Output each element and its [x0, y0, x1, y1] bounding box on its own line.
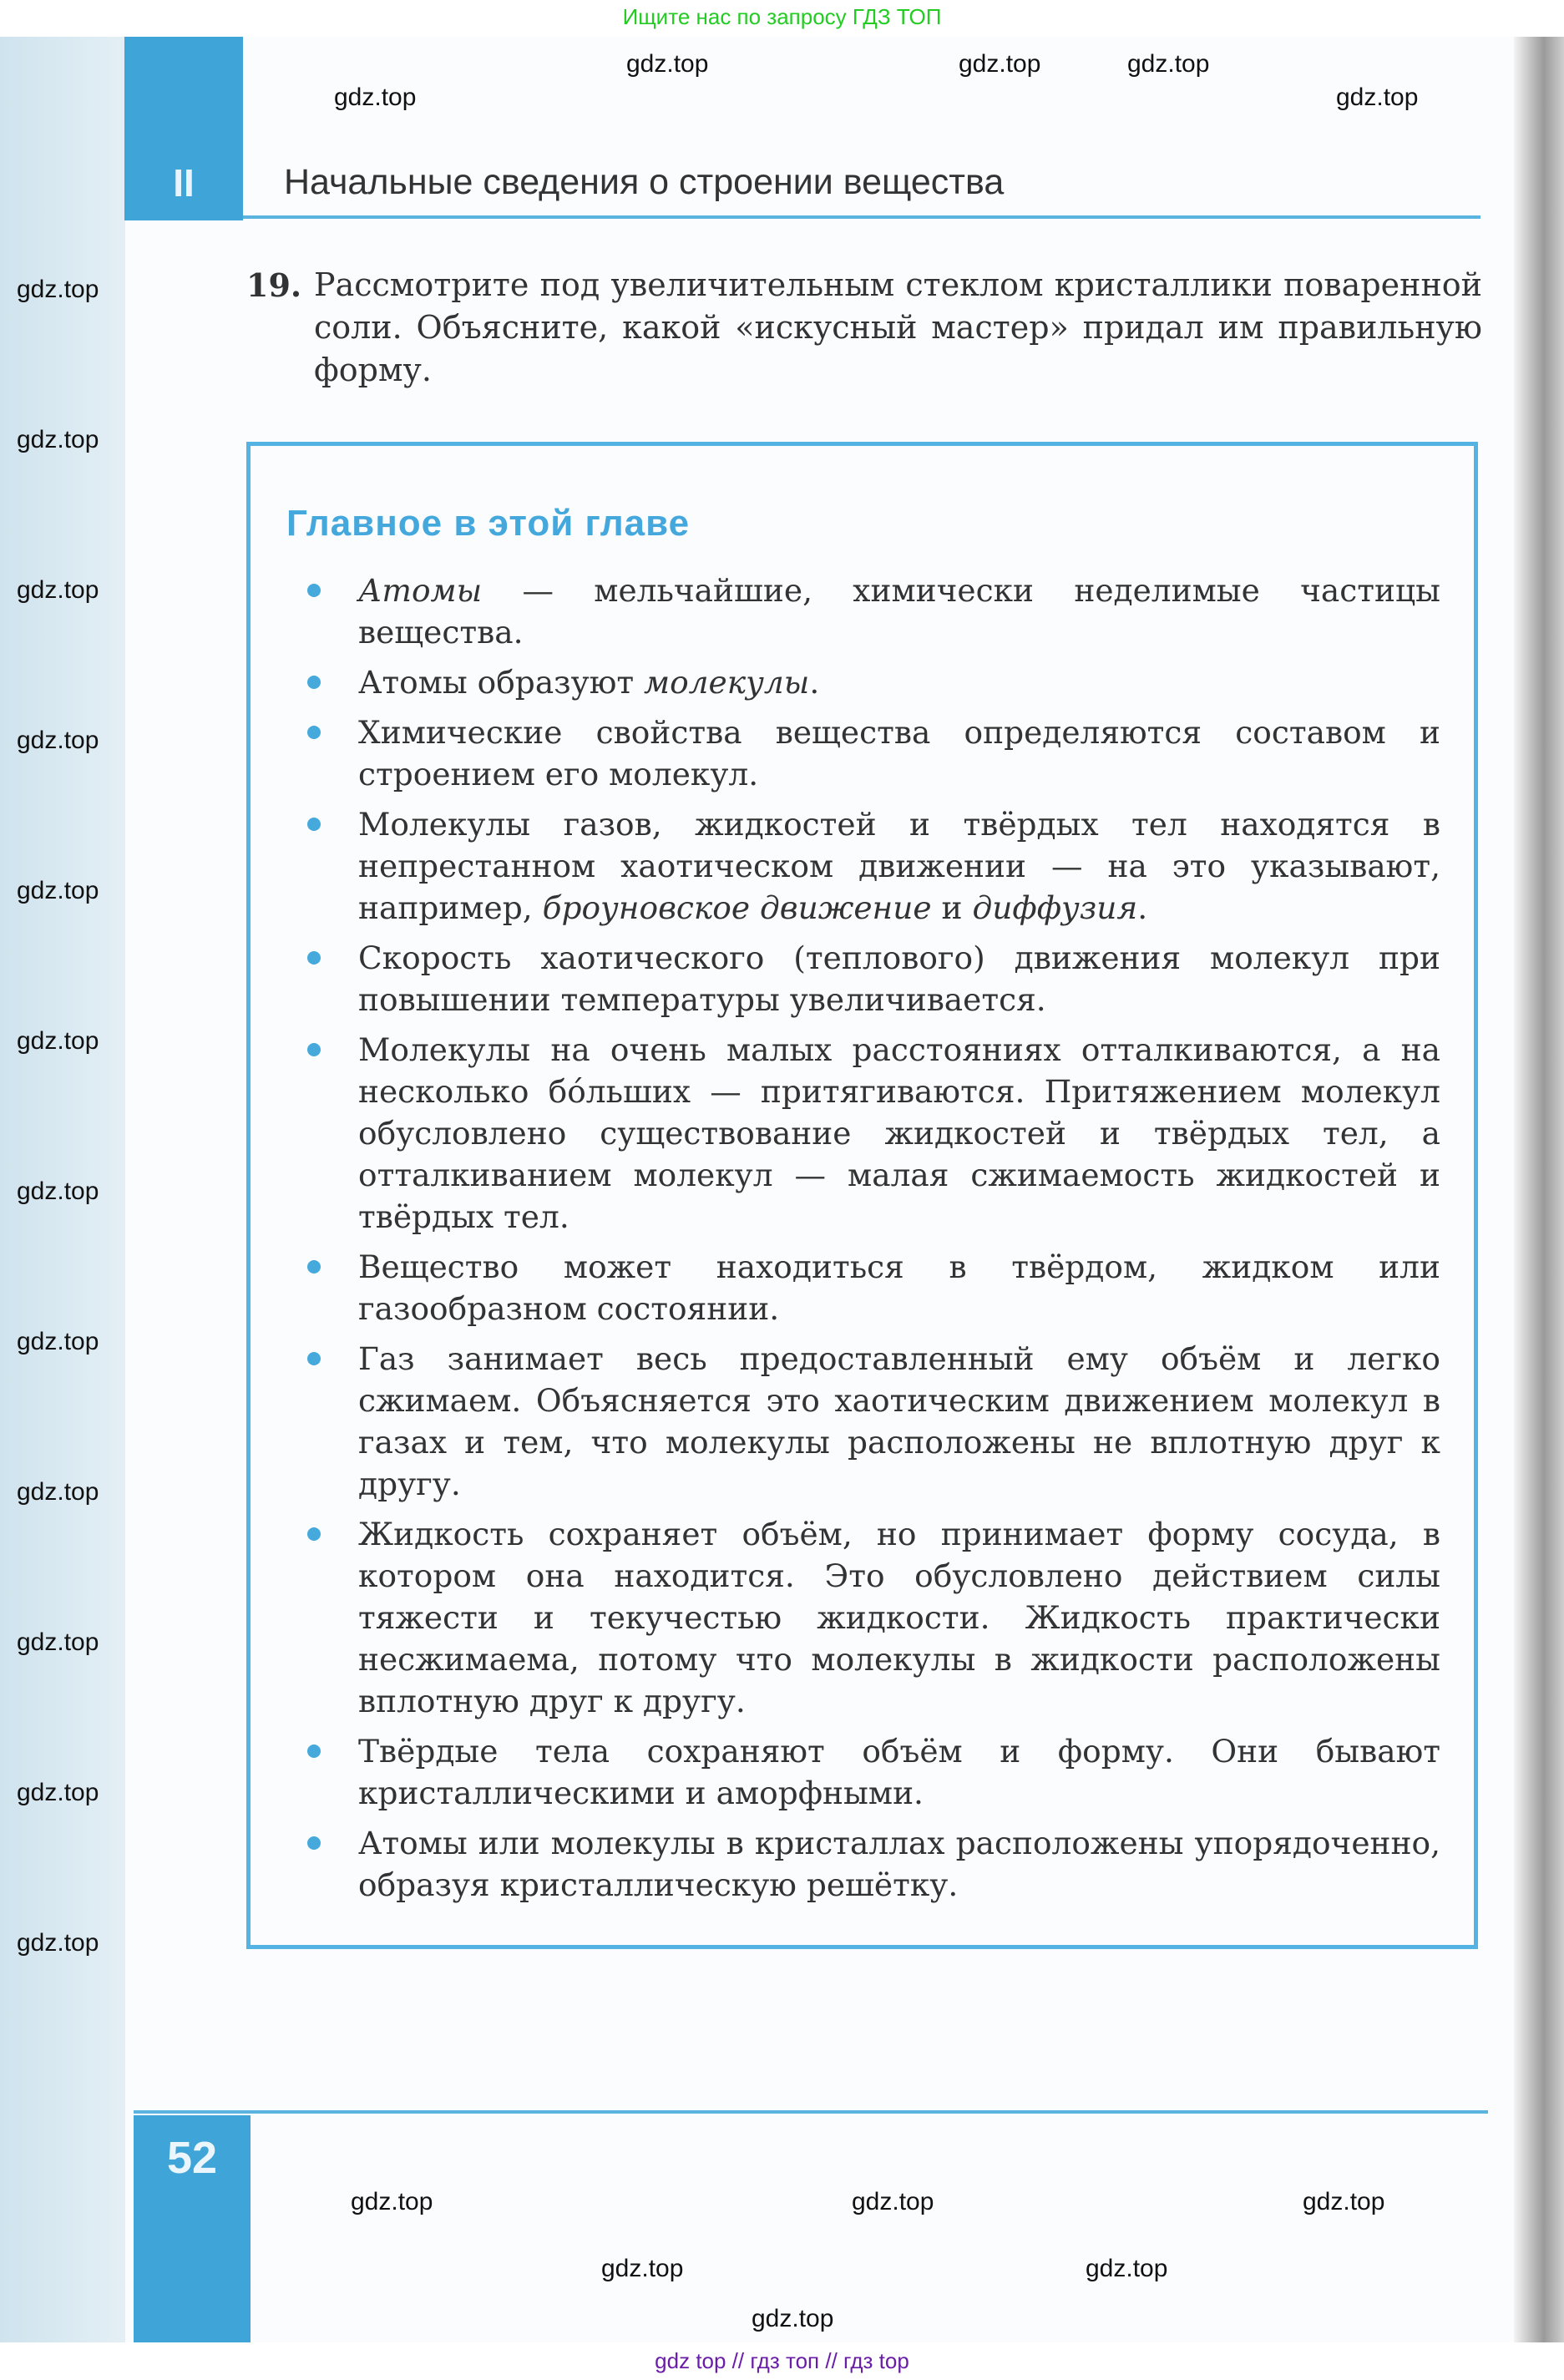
bullet-text: . — [809, 664, 820, 701]
summary-bullet — [251, 1029, 1474, 1238]
watermark-text: gdz.top — [17, 576, 99, 604]
summary-bullet — [251, 661, 1474, 703]
footer-divider — [134, 2110, 1488, 2114]
watermark-text: gdz.top — [17, 426, 99, 453]
bullet-dot-icon — [307, 1527, 321, 1541]
watermark-text: gdz.top — [852, 2188, 934, 2215]
bullet-text: — мельчайшие, химически неделимые частицы вещества. — [358, 572, 1440, 651]
watermark-text: gdz.top — [1127, 50, 1210, 78]
bullet-dot-icon — [307, 1836, 321, 1850]
summary-bullet — [251, 937, 1474, 1020]
bullet-text: и — [931, 889, 973, 926]
watermark-text: gdz.top — [17, 1628, 99, 1656]
task-19 — [246, 264, 1482, 392]
task-number: 19. — [246, 266, 302, 304]
watermark-text: gdz.top — [17, 1929, 99, 1957]
emphasized-term: молекулы — [644, 664, 810, 701]
watermark-text: gdz.top — [17, 1328, 99, 1355]
bullet-text: . — [1137, 889, 1148, 926]
summary-bullet — [251, 1513, 1474, 1722]
bullet-text: Атомы образуют — [358, 664, 645, 701]
emphasized-term: броуновское движение — [542, 889, 932, 926]
summary-bullet — [251, 1246, 1474, 1329]
bullet-text: Газ занимает весь предоставленный ему объём и легко сжимаем. Объясняется это хаотическим движением молекул в газах и тем, что молекулы расположены не вплотную друг к другу. — [358, 1340, 1440, 1502]
bullet-dot-icon — [307, 1260, 321, 1274]
watermark-text: gdz.top — [959, 50, 1041, 78]
footer-banner[interactable]: gdz top // гдз топ // гдз top — [0, 2342, 1564, 2380]
watermark-text: gdz.top — [1086, 2255, 1168, 2282]
watermark-text: gdz.top — [17, 877, 99, 904]
search-banner[interactable]: Ищите нас по запросу ГДЗ ТОП — [0, 0, 1564, 37]
emphasized-term: диффузия — [972, 889, 1138, 926]
bullet-dot-icon — [307, 1043, 321, 1056]
summary-bullet — [251, 1822, 1474, 1906]
summary-bullet — [251, 570, 1474, 653]
bullet-text: Вещество может находиться в твёрдом, жидком или газообразном состоянии. — [358, 1248, 1440, 1327]
bullet-text: Атомы или молекулы в кристаллах расположены упорядоченно, образуя кристаллическую решётку. — [358, 1825, 1440, 1903]
summary-bullet — [251, 1730, 1474, 1814]
bullet-text: Молекулы газов, жидкостей и твёрдых тел находятся в непрестанном хаотическом движении — на это указывают, например, — [358, 806, 1440, 926]
watermark-text: gdz.top — [351, 2188, 433, 2215]
bullet-text: Химические свойства вещества определяются составом и строением его молекул. — [358, 714, 1440, 792]
page-shadow — [1514, 37, 1564, 2342]
bullet-dot-icon — [307, 676, 321, 689]
bullet-text: Твёрдые тела сохраняют объём и форму. Они бывают кристаллическими и аморфными. — [358, 1733, 1440, 1811]
bullet-dot-icon — [307, 726, 321, 739]
summary-title: Главное в этой главе — [286, 503, 691, 544]
bullet-dot-icon — [307, 1744, 321, 1758]
watermark-text: gdz.top — [1303, 2188, 1385, 2215]
watermark-text: gdz.top — [1336, 84, 1419, 111]
bullet-text: Скорость хаотического (теплового) движения молекул при повышении температуры увеличивается. — [358, 939, 1440, 1018]
watermark-text: gdz.top — [626, 50, 709, 78]
summary-bullet — [251, 711, 1474, 795]
watermark-text: gdz.top — [17, 1177, 99, 1205]
bullet-dot-icon — [307, 951, 321, 965]
watermark-text: gdz.top — [17, 727, 99, 754]
watermark-text: gdz.top — [17, 1478, 99, 1506]
watermark-text: gdz.top — [17, 1027, 99, 1055]
bullet-dot-icon — [307, 818, 321, 831]
summary-bullet — [251, 803, 1474, 929]
chapter-title: Начальные сведения о строении вещества — [284, 162, 1005, 202]
chapter-summary-box — [246, 442, 1478, 1949]
header-divider — [243, 215, 1480, 219]
watermark-text: gdz.top — [17, 1779, 99, 1806]
watermark-text: gdz.top — [752, 2305, 834, 2332]
bullet-dot-icon — [307, 584, 321, 597]
chapter-tab — [124, 37, 243, 220]
summary-list — [251, 570, 1474, 1906]
page-number-tab — [134, 2115, 251, 2342]
summary-bullet — [251, 1338, 1474, 1505]
bullet-dot-icon — [307, 1352, 321, 1365]
bullet-text: Жидкость сохраняет объём, но принимает форму сосуда, в котором она находится. Это обусловлено действием силы тяжести и текучестью жидкости. Жидкость практически несжимаема, потому что молекулы в жидкости расположены вплотную друг к другу. — [358, 1516, 1440, 1719]
task-text: Рассмотрите под увеличительным стеклом кристаллики поваренной соли. Объясните, какой «искусный мастер» придал им правильную форму. — [314, 266, 1482, 388]
watermark-text: gdz.top — [17, 276, 99, 303]
watermark-text: gdz.top — [601, 2255, 684, 2282]
watermark-text: gdz.top — [334, 84, 417, 111]
page-number: 52 — [166, 2133, 218, 2183]
emphasized-term: Атомы — [358, 572, 483, 609]
chapter-number: II — [173, 161, 195, 205]
bullet-text: Молекулы на очень малых расстояниях отталкиваются, а на несколько бóльших — притягиваются. Притяжением молекул обусловлено существование жидкостей и твёрдых тел, а отталкиванием молекул — малая сжимаемость жидкостей и твёрдых тел. — [358, 1031, 1440, 1235]
textbook-page — [0, 37, 1564, 2342]
